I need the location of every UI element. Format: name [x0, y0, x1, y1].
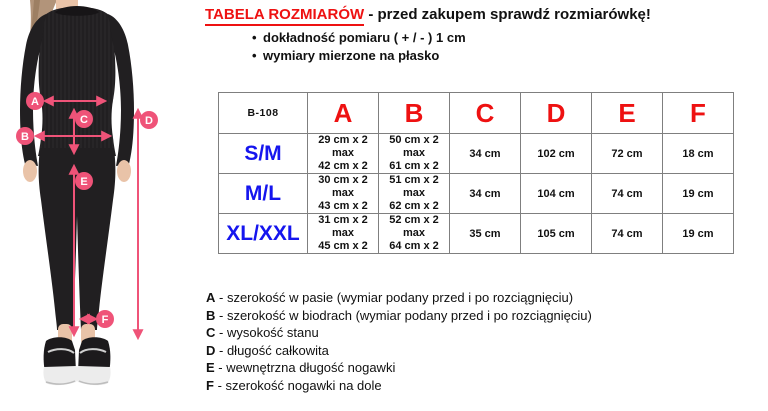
note-item-accuracy — [252, 31, 765, 44]
cell-line: max — [402, 227, 426, 239]
cell-c: 34 cm — [450, 134, 521, 174]
cell-e: 74 cm — [592, 214, 663, 254]
note-list — [252, 31, 765, 62]
legend-item-b — [206, 307, 592, 325]
legend-text: - szerokość nogawki na dole — [217, 377, 382, 393]
cell-line: 62 cm x 2 — [389, 200, 439, 212]
size-cell: S/M — [219, 134, 308, 174]
cell-line: 42 cm x 2 — [318, 160, 368, 172]
cell-line: 29 cm x 2 — [318, 134, 368, 146]
column-header-e: E — [592, 93, 663, 134]
cell-line: max — [331, 187, 355, 199]
page-title — [205, 6, 765, 23]
marker-badge-a-label: A — [31, 96, 39, 108]
cell-line: 43 cm x 2 — [318, 200, 368, 212]
column-header-f: F — [663, 93, 734, 134]
cell-f: 18 cm — [663, 134, 734, 174]
cell-e: 72 cm — [592, 134, 663, 174]
legend-text: - wewnętrzna długość nogawki — [218, 360, 396, 375]
table-row-ml — [219, 174, 734, 214]
size-cell: XL/XXL — [219, 214, 308, 254]
legend-item-d — [206, 342, 592, 360]
cell-line: 61 cm x 2 — [389, 160, 439, 172]
cell-d: 105 cm — [521, 214, 592, 254]
cell-a — [308, 174, 379, 214]
cell-line: 52 cm x 2 — [389, 214, 439, 226]
cell-c: 35 cm — [450, 214, 521, 254]
note-item-flat — [252, 49, 765, 62]
note-item-accuracy-text: dokładność pomiaru ( + / - ) 1 cm — [263, 30, 466, 45]
cell-line: 31 cm x 2 — [318, 214, 368, 226]
marker-badge-e-label: E — [80, 176, 88, 188]
cell-b — [379, 134, 450, 174]
cell-line: 50 cm x 2 — [389, 134, 439, 146]
cell-f: 19 cm — [663, 214, 734, 254]
model-figure-svg — [0, 0, 200, 411]
model-silhouette — [20, 0, 134, 385]
cell-line: max — [331, 227, 355, 239]
marker-badge-f-label: F — [101, 314, 109, 326]
cell-b — [379, 214, 450, 254]
table-row-sm — [219, 134, 734, 174]
cell-line: 64 cm x 2 — [389, 240, 439, 252]
header-block — [205, 6, 765, 67]
cell-line: max — [402, 187, 426, 199]
cell-e: 74 cm — [592, 174, 663, 214]
cell-a — [308, 134, 379, 174]
cell-a — [308, 214, 379, 254]
table-row-xlxxl — [219, 214, 734, 254]
column-header-a: A — [308, 93, 379, 134]
cell-line: 45 cm x 2 — [318, 240, 368, 252]
legend-key: D — [206, 342, 216, 358]
column-header-b: B — [379, 93, 450, 134]
legend-text: - szerokość w biodrach (wymiar podany przed i po rozciągnięciu) — [219, 307, 592, 323]
product-code-cell: B-108 — [219, 93, 308, 134]
legend-item-f — [206, 377, 592, 395]
model-photo — [0, 0, 200, 411]
legend-key: B — [206, 307, 216, 323]
cell-line: max — [402, 147, 426, 159]
column-header-d: D — [521, 93, 592, 134]
cell-d: 102 cm — [521, 134, 592, 174]
size-cell: M/L — [219, 174, 308, 214]
cell-c: 34 cm — [450, 174, 521, 214]
size-table — [218, 92, 734, 254]
legend-key: E — [206, 360, 215, 375]
legend-item-e — [206, 359, 592, 377]
page-title-rest: - przed zakupem sprawdź rozmiarówkę! — [368, 6, 651, 23]
note-item-flat-text: wymiary mierzone na płasko — [263, 48, 440, 63]
cell-line: 30 cm x 2 — [318, 174, 368, 186]
legend-item-a — [206, 289, 592, 307]
marker-badge-b-label: B — [21, 131, 29, 143]
marker-badge-d-label: D — [145, 115, 153, 127]
table-header-row — [219, 93, 734, 134]
cell-d: 104 cm — [521, 174, 592, 214]
marker-badge-c-label: C — [80, 114, 88, 126]
cell-f: 19 cm — [663, 174, 734, 214]
legend-text: - szerokość w pasie (wymiar podany przed i po rozciągnięciu) — [219, 290, 574, 305]
legend-key: F — [206, 377, 214, 393]
cell-line: max — [331, 147, 355, 159]
legend-key: C — [206, 325, 216, 340]
cell-line: 51 cm x 2 — [389, 174, 439, 186]
legend-block — [206, 289, 592, 394]
page-title-highlight: TABELA ROZMIARÓW — [205, 6, 364, 26]
column-header-c: C — [450, 93, 521, 134]
legend-item-c — [206, 324, 592, 342]
cell-b — [379, 174, 450, 214]
legend-key: A — [206, 290, 216, 305]
legend-text: - wysokość stanu — [219, 325, 319, 340]
legend-text: - długość całkowita — [219, 342, 329, 358]
